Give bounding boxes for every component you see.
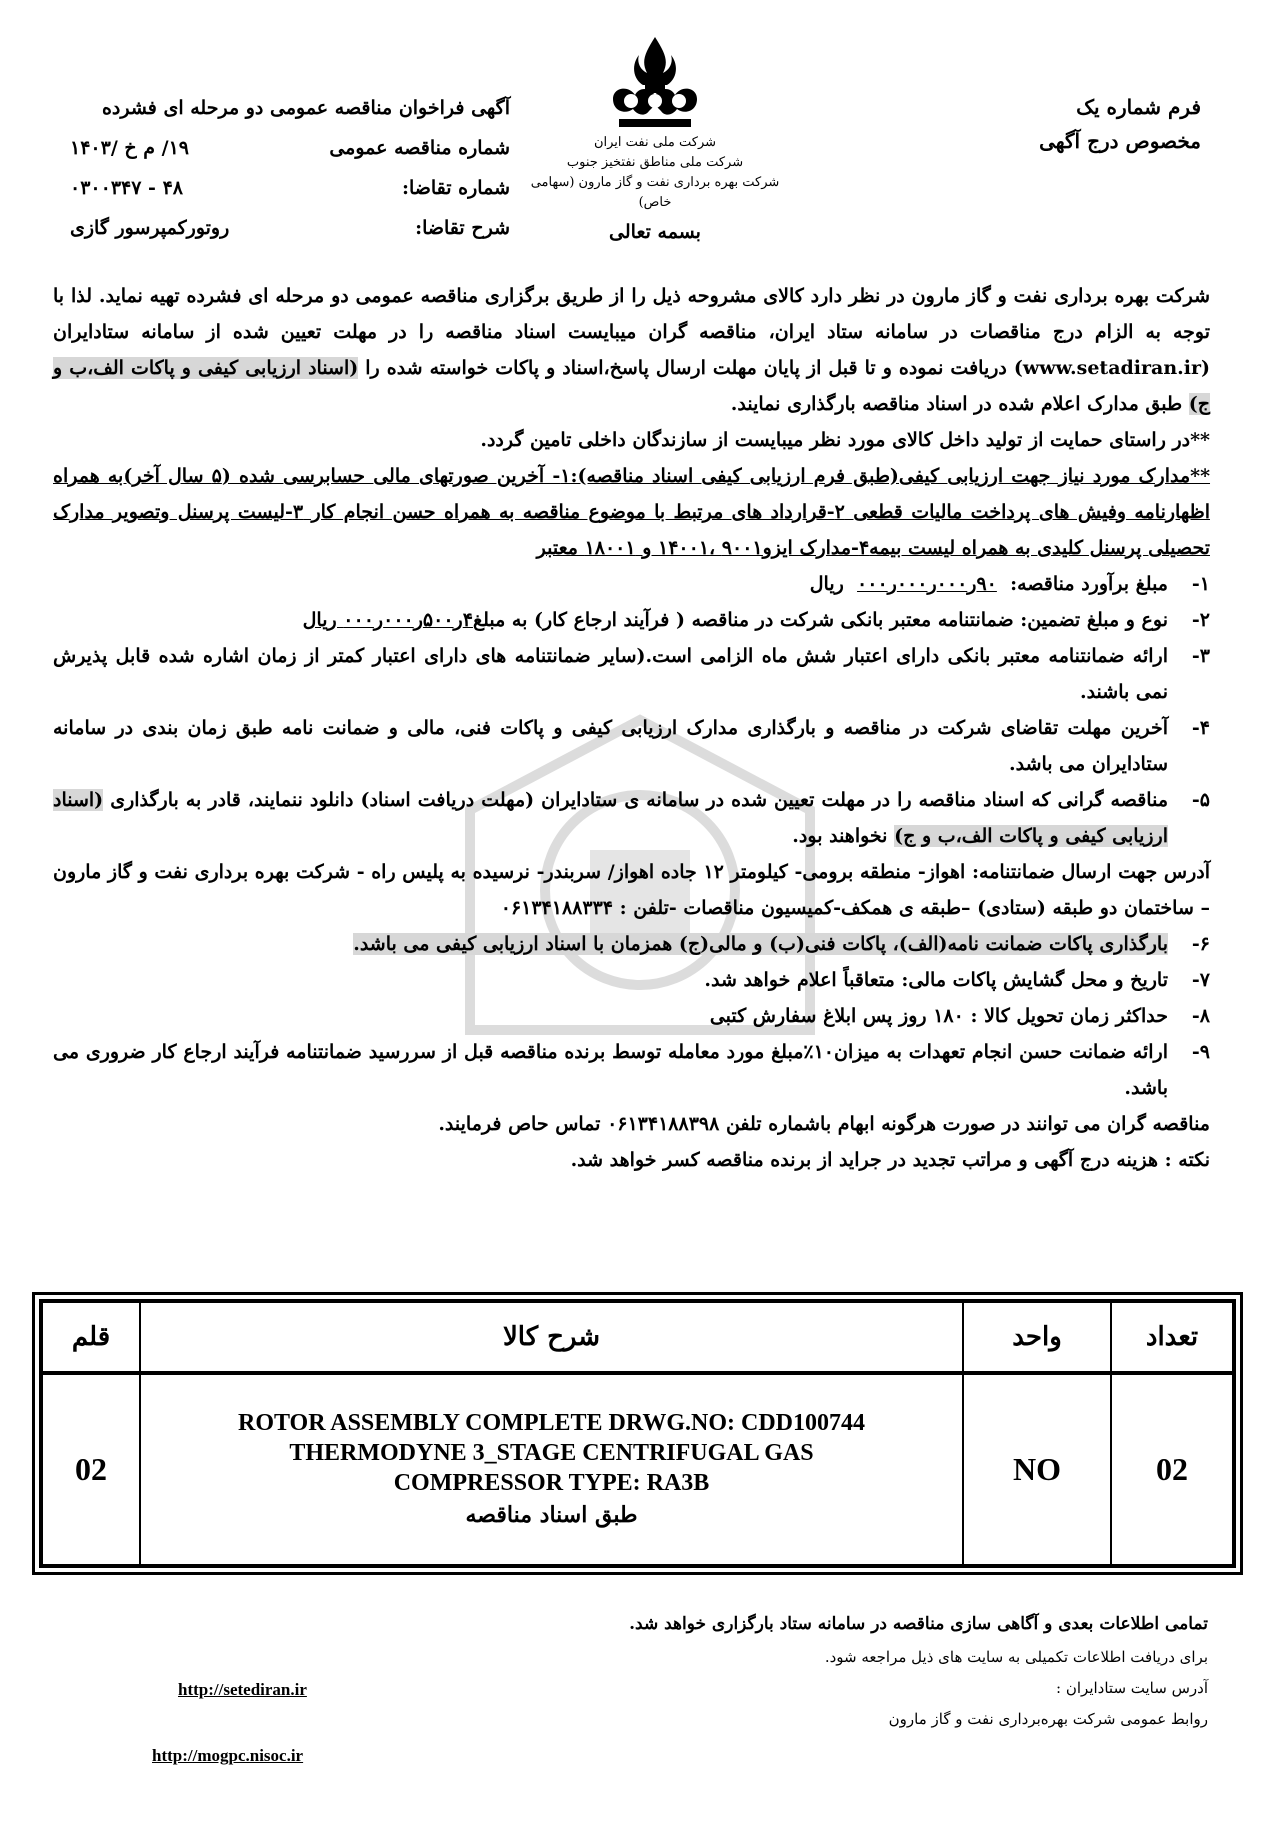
cell-item: 02: [42, 1373, 140, 1565]
notice-title: آگهی فراخوان مناقصه عمومی دو مرحله ای فشرده: [101, 97, 510, 119]
company-name-nisoc: شرکت ملی مناطق نفتخیز جنوب: [566, 155, 744, 170]
docs-note: **مدارک مورد نیاز جهت ارزیابی کیفی(طبق فرم ارزیابی کیفی اسناد مناقصه):۱- آخرین صورتهای مالی حسابرسی شده (۵ سال آخر)به همراه اظهارنامه وفیش های پرداخت مالیات قطعی ۲-قرارداد های مرتبط با موضوع مناقصه به همراه حسن انجام کار ۳-لیست پرسنل وتصویر مدارک تحصیلی پرسنل کلیدی به همراه لیست بیمه۴-مدارک ایزو۹۰۰۱ ،۱۴۰۰۱ و ۱۸۰۰۱ معتبر: [53, 465, 1211, 559]
cell-desc: [140, 1373, 963, 1565]
cell-qty: 02: [1111, 1373, 1233, 1565]
item-number: ۱-: [1191, 573, 1210, 595]
items-table: [41, 1301, 1234, 1566]
item-5-text-b: نخواهند بود.: [792, 825, 895, 847]
header-item: قلم: [42, 1302, 140, 1373]
item-6-highlight: بارگذاری پاکات ضمانت نامه(الف)، پاکات فنی(ب) و مالی(ج) همزمان با اسناد ارزیابی کیفی می باشد.: [353, 933, 1168, 955]
item-6: [53, 926, 1210, 962]
nioc-flame-logo-icon: [605, 35, 705, 133]
estimate-label: مبلغ برآورد مناقصه:: [1010, 573, 1168, 595]
item-number: ۸-: [1191, 1005, 1210, 1027]
item-4-text: آخرین مهلت تقاضای شرکت در مناقصه و بارگذاری مدارک ارزیابی کیفی و پاکات فنی، مالی و ضمانت نامه طبق زمان بندی در سامانه ستادایران می باشد.: [53, 717, 1168, 775]
item-1: [53, 566, 1210, 602]
request-desc-label: شرح تقاضا:: [415, 217, 510, 239]
cell-unit: NO: [963, 1373, 1111, 1565]
item-number: ۳-: [1191, 645, 1210, 667]
intro-paragraph: [53, 278, 1210, 422]
item-5-text: [53, 782, 1168, 854]
header-desc: شرح کالا: [140, 1302, 963, 1373]
item-7: [53, 962, 1210, 998]
item-2: [53, 602, 1210, 638]
item-2-text: [53, 602, 1168, 638]
desc-line-4: طبق اسناد مناقصه: [465, 1501, 638, 1528]
item-7-text: تاریخ و محل گشایش پاکات مالی: متعاقباً اعلام خواهد شد.: [704, 969, 1168, 991]
cost-note: نکته : هزینه درج آگهی و مراتب تجدید در جراید از برنده مناقصه کسر خواهد شد.: [570, 1149, 1210, 1171]
footer-line-4: روابط عمومی شرکت بهره‌برداری نفت و گاز مارون: [888, 1710, 1208, 1728]
header-qty: تعداد: [1111, 1302, 1233, 1373]
footer-line-2: برای دریافت اطلاعات تکمیلی به سایت های ذیل مراجعه شود.: [824, 1648, 1208, 1666]
tender-number-value: ۱۹/ م خ /۱۴۰۳: [70, 137, 190, 159]
estimate-unit: ریال: [809, 573, 844, 595]
mogpc-link[interactable]: http://mogpc.nisoc.ir: [152, 1746, 304, 1765]
guarantee-amount: ۴ر۵۰۰ر۰۰۰ر۰۰۰ ریال: [302, 609, 473, 631]
item-3-text: ارائه ضمانتنامه معتبر بانکی دارای اعتبار شش ماه الزامی است.(سایر ضمانتنامه های دارای اعتبار کمتر از زمان اشاره شده قابل پذیرش نمی باشند.: [53, 645, 1168, 703]
request-desc-row: [70, 208, 510, 248]
item-5-highlight: (اسناد ارزیابی کیفی و پاکات الف،ب و ج): [53, 789, 1168, 847]
form-id-block: [981, 90, 1201, 158]
item-5: [53, 782, 1210, 854]
item-5-text-a: مناقصه گرانی که اسناد مناقصه را در مهلت تعیین شده در سامانه ی ستادایران (مهلت دریافت اسناد) دانلود ننمایند، قادر به بارگذاری: [103, 789, 1168, 811]
request-desc-value: روتورکمپرسور گازی: [70, 217, 230, 239]
table-row: [42, 1373, 1233, 1565]
footer-line-1: تمامی اطلاعات بعدی و آگاهی سازی مناقصه در سامانه ستاد بارگزاری خواهد شد.: [629, 1614, 1208, 1634]
support-note: **در راستای حمایت از تولید داخل کالای مورد نظر میبایست از سازندگان داخلی تامین گردد.: [480, 429, 1210, 451]
item-9-text: ارائه ضمانت حسن انجام تعهدات به میزان۱۰٪مبلغ مورد معامله توسط برنده مناقصه قبل از سررسید ضمانتنامه فرآیند ارجاع کار ضروری می باشد.: [53, 1041, 1168, 1099]
form-purpose: مخصوص درج آگهی: [1039, 129, 1201, 153]
intro-text-b: طبق مدارک اعلام شده در اسناد مناقصه بارگذاری نمایند.: [730, 393, 1189, 415]
item-3: [53, 638, 1210, 710]
item-number: ۵-: [1191, 789, 1210, 811]
company-name-nioc: شرکت ملی نفت ایران: [593, 135, 717, 150]
item-number: ۲-: [1191, 609, 1210, 631]
estimate-amount: ۹۰ر۰۰۰ر۰۰۰ر۰۰۰: [857, 573, 997, 595]
request-number-value: ۴۸ - ۰۳۰۰۳۴۷: [70, 177, 183, 199]
item-4: [53, 710, 1210, 782]
company-logo-block: [520, 35, 790, 243]
item-6-text: [53, 926, 1168, 962]
notice-body: [53, 278, 1210, 1178]
item-1-text: [53, 566, 1168, 602]
footer-line-3: آدرس سایت ستادایران :: [1056, 1679, 1208, 1697]
desc-line-2: THERMODYNE 3_STAGE CENTRIFUGAL GAS: [289, 1439, 814, 1466]
items-table-frame: [32, 1292, 1243, 1575]
desc-line-1: ROTOR ASSEMBLY COMPLETE DRWG.NO: CDD100744: [237, 1409, 865, 1436]
item-9: [53, 1034, 1210, 1106]
header-unit: واحد: [963, 1302, 1111, 1373]
request-number-label: شماره تقاضا:: [401, 177, 510, 199]
basmala: بسمه تعالی: [609, 221, 701, 243]
item-number: ۷-: [1191, 969, 1210, 991]
company-name-marun: شرکت بهره برداری نفت و گاز مارون (سهامی خاص): [530, 175, 780, 210]
contact-note: مناقصه گران می توانند در صورت هرگونه ابهام باشماره تلفن ۰۶۱۳۴۱۸۸۳۹۸ تماس حاص فرمایند.: [438, 1113, 1210, 1135]
item-number: ۹-: [1191, 1041, 1210, 1063]
desc-line-3: COMPRESSOR TYPE: RA3B: [393, 1469, 710, 1496]
intro-highlight: (اسناد ارزیابی کیفی و پاکات الف،ب و ج): [53, 357, 1210, 415]
address-paragraph: آدرس جهت ارسال ضمانتنامه: اهواز- منطقه برومی- کیلومتر ۱۲ جاده اهواز/ سربندر- نرسیده به پلیس راه - شرکت بهره برداری نفت و گاز مارون – ساختمان دو طبقه (ستادی) –طبقه ی همکف-کمیسیون مناقصات -تلفن : ۰۶۱۳۴۱۸۸۳۳۴: [53, 861, 1210, 919]
intro-text-a: شرکت بهره برداری نفت و گاز مارون در نظر دارد کالای مشروحه ذیل را از طریق برگزاری مناقصه عمومی دو مرحله ای فشرده تهیه نماید. لذا با توجه به الزام درج مناقصات در سامانه ستاد ایران، مناقصه گران میبایست اسناد مناقصه را در مهلت تعیین شده از سامانه ستادایران (www.setadiran.ir) دریافت نموده و تا قبل از پایان مهلت ارسال پاسخ،اسناد و پاکات خواسته شده را: [53, 285, 1210, 379]
request-number-row: [70, 168, 510, 208]
notice-details-block: [70, 88, 510, 248]
item-8: [53, 998, 1210, 1034]
form-number: فرم شماره یک: [1076, 95, 1201, 119]
item-number: ۴-: [1191, 717, 1210, 739]
tender-number-label: شماره مناقصه عمومی: [329, 137, 510, 159]
footer-block: [308, 1606, 1208, 1735]
setadiran-link[interactable]: http://setediran.ir: [178, 1680, 307, 1699]
item-number: ۶-: [1191, 933, 1210, 955]
table-header-row: [42, 1302, 1233, 1373]
item-8-text: حداکثر زمان تحویل کالا : ۱۸۰ روز پس ابلاغ سفارش کتبی: [709, 1005, 1168, 1027]
guarantee-text: نوع و مبلغ تضمین: ضمانتنامه معتبر بانکی شرکت در مناقصه ( فرآیند ارجاع کار) به مبلغ: [472, 609, 1168, 631]
tender-number-row: [70, 128, 510, 168]
